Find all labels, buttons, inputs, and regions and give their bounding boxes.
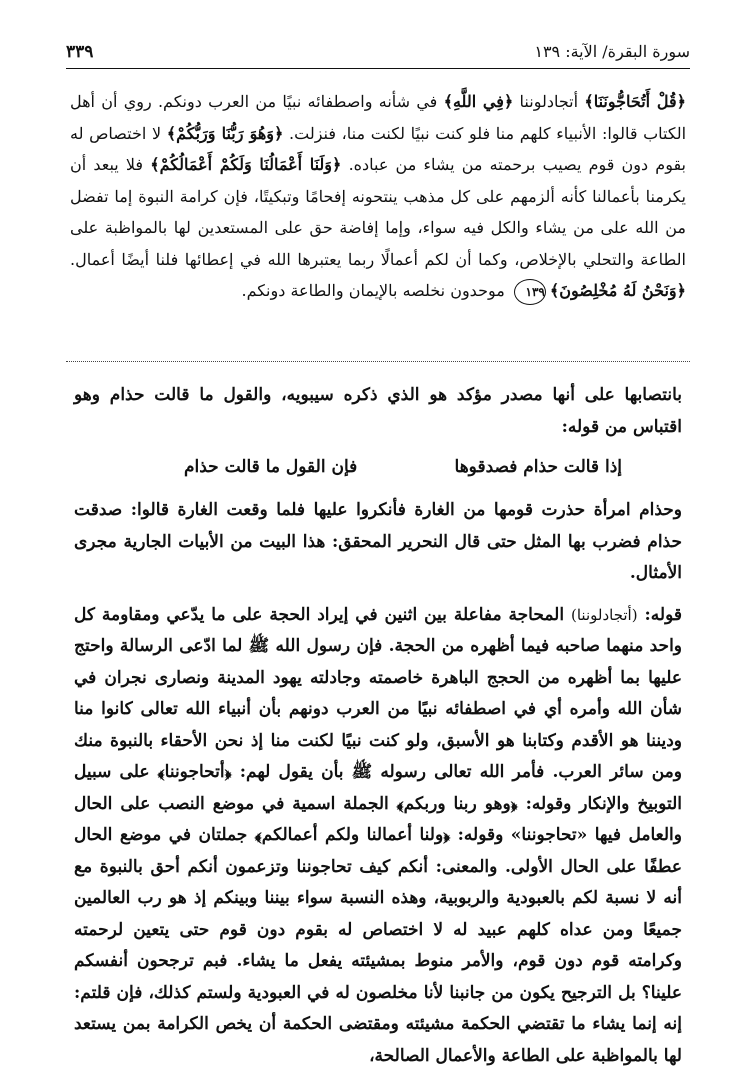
- quran-quote: ﴿فِي اللَّهِ﴾: [443, 92, 514, 111]
- commentary-block: [74, 380, 682, 1072]
- running-title: سورة البقرة/ الآية: ١٣٩: [534, 42, 690, 61]
- tafsir-text: لا اختصاص له بقوم دون قوم يصيب برحمته من يشاء من عباده.: [70, 123, 687, 174]
- quoted-word: (أتجادلوننا): [571, 605, 638, 624]
- commentary-text: المحاجة مفاعلة بين اثنين في إيراد الحجة على ما يدّعي ومقاومة كل واحد منهما صاحبه فيما أظهره من الحجة. فإن رسول الله ﷺ لما ادّعى الرسالة واحتج عليها بما أظهره من الحجج الباهرة خاصمته وجادلته يهود المدينة ونصارى نجران في شأن الله وأمره أي في اصطفائه نبيًا من العرب دونهم بأن أنبياء الله تعالى كانوا منا وديننا هو الأقدم وكتابنا هو الأسبق، ولو كنت نبيًا لكنت منا إذ نحن الأحقاء بالنبوة منك ومن سائر العرب. فأمر الله تعالى رسوله ﷺ بأن يقول لهم: ﴿أتحاجوننا﴾ على سبيل التوبيخ والإنكار وقوله: ﴿وهو ربنا وربكم﴾ الجملة اسمية في موضع النصب على الحال والعامل فيها «تحاجوننا» وقوله: ﴿ولنا أعمالنا ولكم أعمالكم﴾ جملتان في موضع الحال عطفًا على الحال الأولى. والمعنى: أنكم كيف تحاجوننا وتزعمون أنكم أحق بالنبوة مع أنه لا نسبة لكم بالعبودية والربوبية، وهذه النسبة سواء بيننا وبينكم إذ هو رب العالمين جميعًا ومن عداه كلهم عبيد له لا اختصاص له بقوم دون قوم حتى يتعين لرحمته وكرامته قوم دون قوم، والأمر منوط بمشيئته يفعل ما يشاء. فبم ترجحون أنفسكم علينا؟ بل الترجيح يكون من جانبنا لأنا مخلصون له في العبودية ولستم كذلك، فإن قلتم: إنه إنما يشاء ما تقتضي الحكمة مشيئته ومقتضى الحكمة أن يخص الكرامة بمن يستعد لها بالمواظبة على الطاعة والأعمال الصالحة،: [74, 604, 683, 1066]
- verse-hemistich-left: فإن القول ما قالت حذام: [184, 457, 358, 477]
- poetry-verse: [74, 443, 682, 495]
- commentary-paragraph: بانتصابها على أنها مصدر مؤكد هو الذي ذكره سيبويه، والقول ما قالت حذام وهو اقتباس من قوله:: [74, 385, 682, 437]
- tafsir-text: في شأنه واصطفائه نبيًا من العرب دونكم. روي أن أهل الكتاب قالوا: الأنبياء كلهم منا فلو كنت نبيًا لكنت منا، فنزلت.: [70, 92, 687, 143]
- quran-quote: ﴿وَلَنَا أَعْمَالُنَا وَلَكُمْ أَعْمَالُكُمْ﴾: [150, 155, 342, 174]
- verse-hemistich-right: إذا قالت حذام فصدقوها: [454, 457, 622, 477]
- tafsir-text: موحدون نخلصه بالإيمان والطاعة دونكم.: [241, 281, 510, 300]
- commentary-paragraph: وحذام امرأة حذرت قومها من الغارة فأنكروا عليها فلما وقعت الغارة قالوا: صدقت حذام فضرب بها المثل حتى قال النحرير المحقق: هذا البيت من الأبيات الجارية مجرى الأمثال.: [74, 500, 682, 583]
- commentary-label: قوله:: [637, 604, 682, 625]
- quran-quote: ﴿قُلْ أَتُحَاجُّونَنَا﴾: [584, 92, 687, 111]
- tafsir-text: فلا يبعد أن يكرمنا بأعمالنا كأنه ألزمهم على كل مذهب ينتحونه إفحامًا وتبكيتًا، فإن كرامة النبوة إما تفضل من الله على من يشاء والكل فيه سواء، وإما إفاضة حق على المستعدين لها بالمواظبة على الطاعة والتحلي بالإخلاص، وكما أن لكم أعمالًا ربما يعتبرها الله في إعطائها فلنا أيضًا أعمال.: [70, 155, 687, 269]
- commentary-paragraph: [74, 600, 682, 1073]
- tafsir-text: أتجادلوننا: [513, 92, 585, 111]
- tafsir-paragraph: [70, 86, 686, 307]
- tafsir-block: [70, 86, 686, 307]
- paragraph-spacer: [74, 590, 682, 600]
- page-number: ٣٣٩: [66, 42, 94, 62]
- section-divider: [66, 361, 690, 362]
- quran-quote: ﴿وَهُوَ رَبُّنَا وَرَبُّكُمْ﴾: [166, 123, 284, 143]
- quran-quote: ﴿وَنَحْنُ لَهُ مُخْلِصُونَ﴾: [549, 281, 686, 300]
- verse-number-badge: ١٣٩: [514, 279, 546, 305]
- page-header: [66, 40, 690, 69]
